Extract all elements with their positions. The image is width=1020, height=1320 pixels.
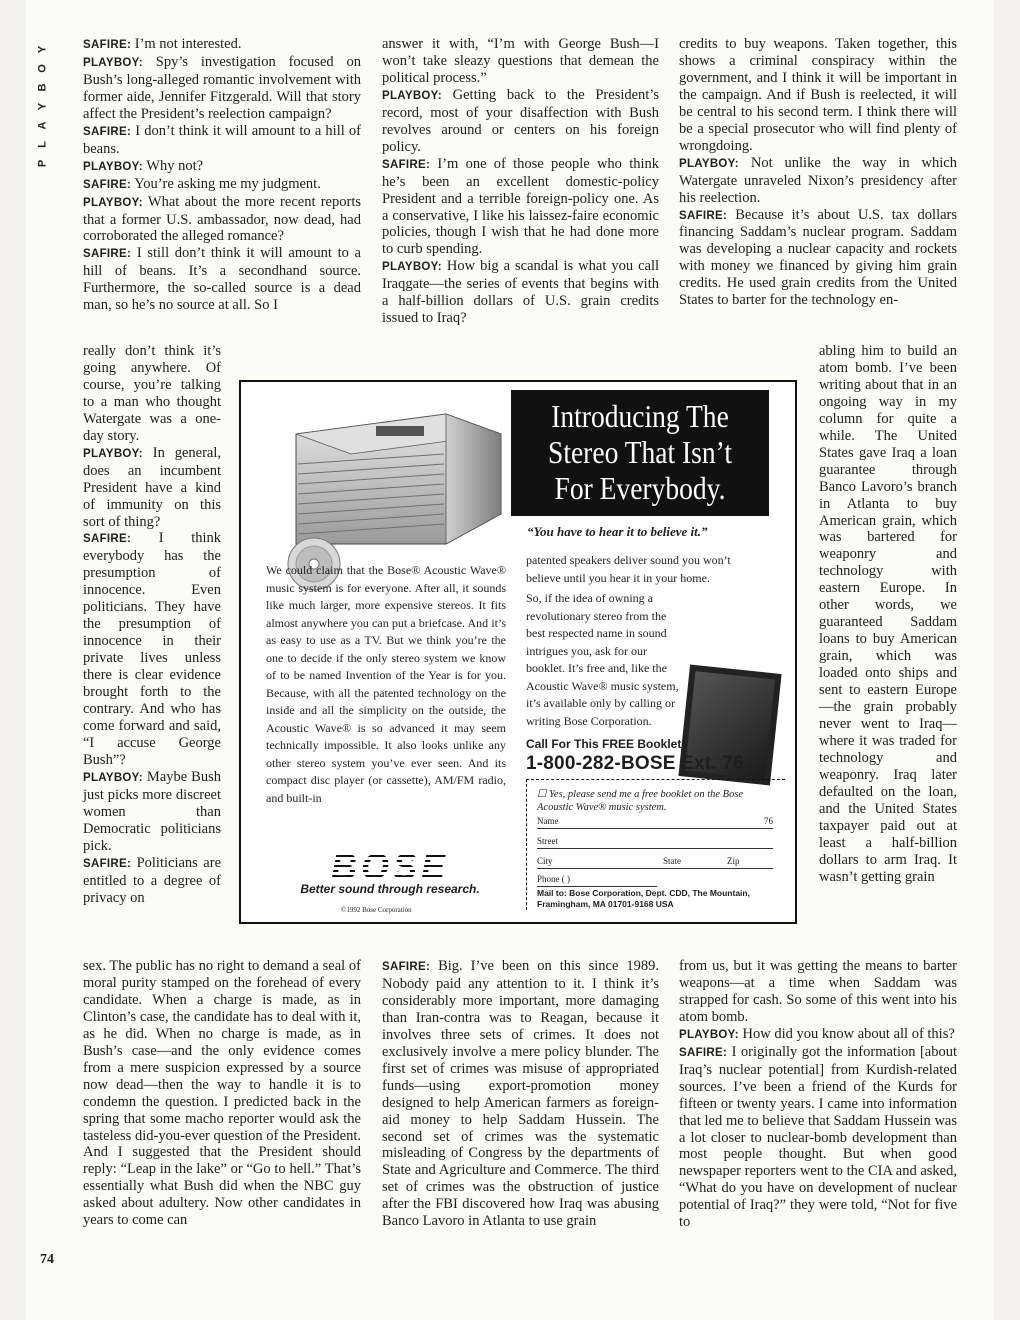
paragraph-text: I’m one of those people who think he’s been an excellent domestic-policy President and a terrible foreign-policy one. As a conservative, I like his laissez-faire economic policies, though I wish that he had done more to curb spending.: [382, 155, 659, 258]
paragraph-text: I think everybody has the presumption of innocence. Even politicians. They have the presumption of innocence in their private lives unless there is clear evidence brought forth to the contrary. And who has come forward and said, “I accuse George Bush”?: [83, 530, 221, 768]
coupon-request-text: Yes, please send me a free booklet on the Bose Acoustic Wave® music system.: [537, 789, 744, 813]
paragraph-text: Because it’s about U.S. tax dollars financing Saddam’s nuclear program. Saddam was developing a nuclear capacity and rockets with money we financed by giving him grain credits. He used grain credits from the United States to barter for the technology en-: [679, 206, 958, 309]
paragraph-text: What about the more recent reports that a former U.S. ambassador, now dead, had corroborated the alleged romance?: [83, 193, 361, 245]
paragraph-text: Politicians are entitled to a degree of privacy on: [83, 854, 221, 906]
paragraph: [679, 155, 957, 207]
paragraph-text: How did you know about all of this?: [742, 1025, 955, 1042]
column-1-top: [83, 36, 361, 314]
headline-line: Introducing The: [551, 398, 729, 434]
magazine-name-letter: P: [36, 159, 49, 168]
ad-tagline: “You have to hear it to believe it.”: [527, 524, 708, 539]
magazine-name-vertical: [36, 40, 50, 173]
paragraph: [83, 343, 221, 445]
speaker-label: PLAYBOY:: [83, 771, 143, 784]
street-field-label: Street: [537, 836, 558, 846]
magazine-name-letter: Y: [36, 102, 49, 111]
magazine-name-letter: L: [36, 141, 49, 148]
magazine-name-letter: B: [36, 83, 49, 92]
paragraph: [83, 530, 221, 768]
paragraph-text: How big a scandal is what you call Iraqgate—the series of events that begins with a half-billion dollars of U.S. grain credits issued to Iraq?: [382, 258, 660, 327]
bose-wordmark: BOSE: [289, 852, 491, 882]
coupon-checkbox-text[interactable]: [537, 788, 777, 814]
name-field[interactable]: [537, 816, 773, 829]
paragraph: [83, 176, 361, 194]
speaker-label: SAFIRE:: [679, 1046, 728, 1059]
speaker-label: SAFIRE:: [382, 961, 431, 973]
column-1-bottom: [83, 958, 361, 1229]
speaker-label: PLAYBOY:: [83, 160, 143, 173]
paragraph: [83, 958, 361, 1229]
call-label: Call For This FREE Booklet!: [526, 737, 686, 751]
ad-body-right-2: So, if the idea of owning a revolutionary stereo from the best respected name in sound intrigues you, ask for our booklet. It’s free and, like the Acoustic Wave® music system, it’s available only by calling or writing Bose Corporation.: [526, 591, 679, 728]
paragraph-text: I’m not interested.: [134, 36, 242, 52]
paragraph: [382, 156, 659, 259]
paragraph-text: Getting back to the President’s record, most of your disaffection with Bush revolves around or centers on his foreign policy.: [382, 86, 659, 155]
paragraph-text: Why not?: [146, 157, 204, 174]
city-field-label: City: [537, 856, 553, 866]
phone-field[interactable]: [537, 874, 657, 887]
magazine-name-letter: A: [36, 121, 49, 130]
paragraph: [83, 769, 221, 855]
phone-field-label: Phone ( ): [537, 874, 570, 884]
paragraph: [382, 958, 659, 1230]
paragraph: [83, 54, 361, 123]
paragraph: [679, 1026, 957, 1044]
paragraph-text: sex. The public has no right to demand a seal of moral purity stamped on the forehead of every candidate. When a charge is made, as in Clinton’s case, the candidate has to deal with it, as he did. When no charge is made, as in Bush’s case—and the only evidence comes from a mere suspicion expressed by a source now dead—then the way to handle it is to condemn the question. I predicted back in the spring that some macho reporter would ask the tasteless did-you-ever question of the President. And I suggested that the President should reply: “Leap in the lake” or “Go to hell.” That’s essentially what Bush did when the NBC guy asked about adultery. Now other candidates in years to come can: [83, 958, 361, 1229]
zip-field-label: Zip: [727, 856, 740, 866]
paragraph: [679, 36, 957, 155]
mail-to-address: Mail to: Bose Corporation, Dept. CDD, The Mountain, Framingham, MA 01701-9168 USA: [537, 888, 750, 909]
paragraph-text: Maybe Bush just picks more discreet women than Democratic politicians pick.: [83, 768, 221, 854]
name-field-label: Name: [537, 816, 559, 826]
paragraph: [382, 36, 659, 87]
state-field-label: State: [663, 856, 681, 866]
bose-logo: [289, 846, 491, 896]
paragraph-text: Big. I’ve been on this since 1989. Nobody paid any attention to it. I think it’s considerably more important, more damaging than Iran-contra was to Reagan, because it involves three sets of crimes. It does not exclusively involve a mere policy blunder. The first set of crimes was misuse of appropriated funds—using export-promotion money designed to help American farmers as foreign-aid money to help Saddam Hussein. The second set of crimes was the systematic misleading of Congress by the departments of State and Agriculture and Commerce. The third set of crimes was the obstruction of justice after the FBI discovered how Iraq was abusing Banco Lavoro in Atlanta to use grain: [382, 958, 659, 1230]
speaker-label: PLAYBOY:: [679, 1028, 739, 1041]
column-3-narrow: [819, 343, 957, 886]
paragraph: [83, 36, 361, 54]
paragraph: [819, 343, 957, 886]
paragraph-text: You’re asking me my judgment.: [134, 175, 321, 192]
speaker-label: SAFIRE:: [83, 533, 132, 546]
paragraph-text: In general, does an incumbent President have a kind of immunity on this sort of thing?: [83, 444, 222, 530]
ad-copyright: ©1992 Bose Corporation: [341, 906, 412, 914]
speaker-label: SAFIRE:: [83, 39, 132, 51]
paragraph-text: Not unlike the way in which Watergate unraveled Nixon’s presidency after his reelection.: [679, 154, 957, 206]
speaker-label: SAFIRE:: [83, 125, 132, 138]
speaker-label: SAFIRE:: [83, 178, 132, 191]
speaker-label: SAFIRE:: [679, 209, 728, 222]
phone-number[interactable]: 1-800-282-BOSE Ext. 76: [526, 753, 744, 774]
column-1-narrow: [83, 343, 221, 906]
paragraph-text: I originally got the information [about Iraq’s nuclear potential] from Kurdish-related sources. I’ve been a friend of the Kurds for fifteen or twenty years. I came into information that led me to believe that Saddam Hussein was a lot closer to nuclear-bomb development than most people thought. But when good newspaper reporters went to the CIA and asked, “What do you have on development of nuclear potential of Iraq?” they were told, “Not for five to: [679, 1043, 958, 1231]
column-2-top: [382, 36, 659, 327]
column-3-bottom: [679, 958, 957, 1231]
paragraph: [679, 1044, 957, 1231]
speaker-label: PLAYBOY:: [83, 196, 143, 209]
paragraph: [83, 194, 361, 246]
paragraph-text: Spy’s investigation focused on Bush’s long-alleged romantic involvement with former aide, Jennifer Fitzgerald. Will that story affect the President’s reelection campaign?: [83, 53, 361, 122]
speaker-label: PLAYBOY:: [382, 89, 442, 102]
speaker-label: PLAYBOY:: [382, 261, 442, 274]
headline-line: For Everybody.: [554, 470, 726, 506]
magazine-name-letter: O: [36, 64, 49, 73]
paragraph-text: credits to buy weapons. Taken together, this shows a criminal conspiracy within the government, and I think it will be important in the campaign. And if Bush is reelected, it will be central to his second term. I think there will be a special prosecutor who will find plenty of wrongdoing.: [679, 36, 957, 154]
paragraph: [679, 958, 957, 1026]
magazine-name-letter: Y: [36, 45, 49, 54]
headline-line: Stereo That Isn’t: [548, 434, 732, 470]
paragraph-text: answer it with, “I’m with George Bush—I won’t take sleazy questions that demean the political process.”: [382, 36, 659, 86]
paragraph-text: abling him to build an atom bomb. I’ve been writing about that in an ongoing way in my column for quite a while. The United States gave Iraq a loan guarantee through Banco Lavoro’s branch in Atlanta to buy American grain, which was bartered for weaponry and technology with eastern Europe. In other words, we guaranteed Saddam loans to buy American grain, which was loaded onto ships and sent to eastern Europe—the grain probably never went to Iraq—where it was traded for technology and weaponry. Iraq later defaulted on the loan, and the United States taxpayer paid out at least a half-billion dollars to arm Iraq. It wasn’t getting grain: [819, 343, 957, 885]
paragraph: [679, 207, 957, 310]
speaker-label: PLAYBOY:: [679, 157, 739, 170]
column-2-bottom: [382, 958, 659, 1230]
paragraph: [83, 855, 221, 907]
reply-coupon: [526, 779, 785, 910]
paragraph-text: from us, but it was getting the means to barter weapons—at a time when Saddam was strapped for cash. So some of this went into his atom bomb.: [679, 958, 957, 1025]
paragraph-text: I still don’t think it will amount to a hill of beans. It’s a secondhand source. Furthermore, the so-called source is a dead man, so he’s no source at all. So I: [83, 245, 361, 314]
street-field[interactable]: [537, 836, 773, 849]
bose-advertisement: [239, 380, 797, 924]
ad-body-right-1: patented speakers deliver sound you won’t believe until you hear it in your home.: [526, 553, 731, 585]
ad-body-left: We could claim that the Bose® Acoustic Wave® music system is for everyone. After all, it sounds like much larger, more expensive stereos. It fits almost anywhere you can put a briefcase. And it’s as easy to use as a TV. But we think you’re the one to decide if the only stereo system we know of to be named Invention of the Year is for you. Because, with all the patented technology on the inside and all the simplicity on the outside, the Acoustic Wave® is so advanced it may seem technically impossible. It also looks unlike any other stereo system you’ve ever seen. And its compact disc player (or cassette), AM/FM radio, and built-in: [266, 563, 506, 805]
paragraph: [83, 158, 361, 176]
speaker-label: PLAYBOY:: [83, 447, 143, 460]
speaker-label: SAFIRE:: [382, 158, 431, 171]
page-number: 74: [40, 1252, 54, 1267]
coupon-code: 76: [764, 816, 773, 826]
logo-tagline: Better sound through research.: [300, 882, 480, 896]
speaker-label: PLAYBOY:: [83, 56, 143, 69]
paragraph-text: I don’t think it will amount to a hill of beans.: [83, 122, 362, 157]
speaker-label: SAFIRE:: [83, 857, 132, 870]
ad-headline: [511, 390, 769, 516]
checkbox-icon[interactable]: ☐: [537, 789, 550, 800]
paragraph: [83, 445, 221, 531]
city-state-zip-field[interactable]: [537, 856, 773, 869]
paragraph: [83, 123, 361, 158]
paragraph: [382, 258, 659, 327]
paragraph: [83, 245, 361, 314]
speaker-label: SAFIRE:: [83, 248, 132, 261]
paragraph: [382, 87, 659, 156]
paragraph-text: really don’t think it’s going anywhere. Of course, you’re talking to a man who thought Watergate was a one-day story.: [83, 343, 221, 444]
column-3-top: [679, 36, 957, 309]
